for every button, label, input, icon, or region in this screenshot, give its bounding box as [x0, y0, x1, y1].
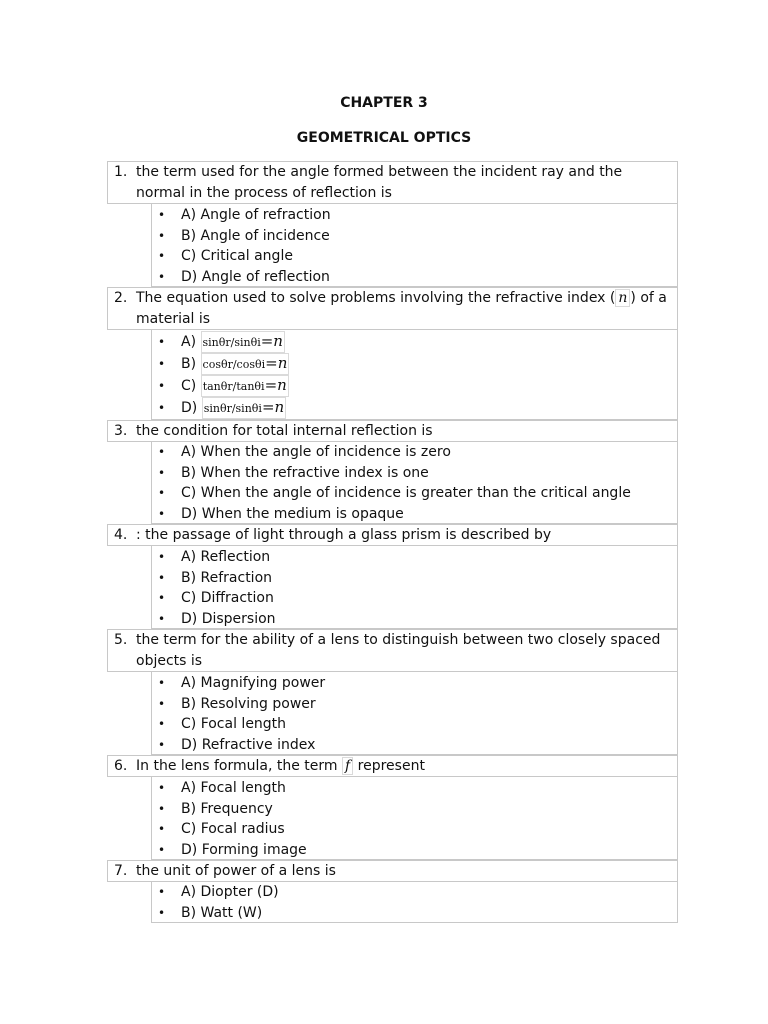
options-2 — [151, 330, 678, 420]
options-3 — [151, 442, 678, 524]
equation: sinθr/sinθi=n — [202, 397, 286, 419]
question-5 — [107, 629, 678, 672]
option-b: • B) Resolving power — [152, 694, 677, 715]
bullet-icon: • — [158, 570, 166, 585]
option-d: • D) Forming image — [152, 840, 677, 861]
question-4 — [107, 524, 678, 546]
option-b: • B) Frequency — [152, 799, 677, 820]
options-1 — [151, 204, 678, 287]
equation: cosθr/cosθi=n — [201, 353, 290, 375]
bullet-icon: • — [158, 506, 166, 521]
bullet-icon: • — [158, 208, 166, 222]
question-text: The equation used to solve problems involving the refractive index ( n ) of a material is — [136, 290, 667, 327]
bullet-icon: • — [158, 717, 166, 731]
question-number: 6. — [114, 758, 128, 774]
question-number: 5. — [114, 632, 128, 648]
option-c: • C) Diffraction — [152, 588, 677, 609]
bullet-icon: • — [158, 611, 166, 626]
options-7 — [151, 882, 678, 923]
question-text: : the passage of light through a glass prism is described by — [136, 527, 552, 543]
question-3 — [107, 420, 678, 442]
options-5 — [151, 672, 678, 755]
bullet-icon: • — [158, 249, 166, 263]
option-b: • B) Refraction — [152, 568, 677, 589]
bullet-icon: • — [158, 401, 166, 415]
bullet-icon: • — [158, 379, 166, 393]
option-b: • B) When the refractive index is one — [152, 463, 677, 484]
bullet-icon: • — [158, 335, 166, 349]
chapter-title: CHAPTER 3 — [340, 95, 428, 111]
bullet-icon: • — [158, 269, 166, 284]
bullet-icon: • — [158, 486, 166, 500]
bullet-icon: • — [158, 801, 166, 816]
question-7 — [107, 860, 678, 882]
bullet-icon: • — [158, 591, 166, 605]
option-d: • D) Dispersion — [152, 609, 677, 630]
bullet-icon: • — [158, 465, 166, 480]
option-d: • D) sinθr/sinθi=n — [152, 397, 677, 419]
option-c: • C) tanθr/tanθi=n — [152, 375, 677, 397]
bullet-icon: • — [158, 550, 166, 564]
option-b: • B) cosθr/cosθi=n — [152, 353, 677, 375]
bullet-icon: • — [158, 737, 166, 752]
option-a: • A) Diopter (D) — [152, 882, 677, 903]
option-b: • B) Angle of incidence — [152, 226, 677, 247]
bullet-icon: • — [158, 842, 166, 857]
option-d: • D) When the medium is opaque — [152, 504, 677, 525]
bullet-icon: • — [158, 445, 166, 459]
question-number: 3. — [114, 423, 128, 439]
question-text: the term for the ability of a lens to distinguish between two closely spaced objects is — [136, 632, 661, 669]
bullet-icon: • — [158, 357, 166, 371]
option-c: • C) Focal radius — [152, 819, 677, 840]
bullet-icon: • — [158, 696, 166, 711]
option-a: • A) When the angle of incidence is zero — [152, 442, 677, 463]
question-number: 2. — [114, 290, 128, 306]
question-text: the unit of power of a lens is — [136, 863, 336, 879]
question-number: 7. — [114, 863, 128, 879]
bullet-icon: • — [158, 885, 166, 899]
question-6 — [107, 755, 678, 777]
option-a: • A) Angle of refraction — [152, 205, 677, 226]
math-symbol: n — [615, 289, 630, 307]
equation: sinθr/sinθi=n — [201, 331, 285, 353]
bullet-icon: • — [158, 781, 166, 795]
option-c: • C) Focal length — [152, 714, 677, 735]
question-text: the term used for the angle formed between the incident ray and the normal in the process of reflection is — [136, 164, 623, 201]
bullet-icon: • — [158, 905, 166, 920]
option-a: • A) sinθr/sinθi=n — [152, 331, 677, 353]
question-2 — [107, 287, 678, 330]
option-c: • C) When the angle of incidence is greater than the critical angle — [152, 483, 677, 504]
option-a: • A) Reflection — [152, 547, 677, 568]
option-d: • D) Refractive index — [152, 735, 677, 756]
option-c: • C) Critical angle — [152, 246, 677, 267]
question-text: In the lens formula, the term f represent — [136, 758, 425, 774]
options-6 — [151, 777, 678, 860]
option-b: • B) Watt (W) — [152, 903, 677, 924]
section-title: GEOMETRICAL OPTICS — [296, 130, 472, 146]
equation: tanθr/tanθi=n — [201, 375, 289, 397]
bullet-icon: • — [158, 228, 166, 243]
question-number: 4. — [114, 527, 128, 543]
option-d: • D) Angle of reflection — [152, 267, 677, 288]
bullet-icon: • — [158, 676, 166, 690]
options-4 — [151, 546, 678, 629]
bullet-icon: • — [158, 822, 166, 836]
option-a: • A) Focal length — [152, 778, 677, 799]
question-text: the condition for total internal reflection is — [136, 423, 433, 439]
question-number: 1. — [114, 164, 128, 180]
math-symbol: f — [342, 757, 353, 775]
question-1 — [107, 161, 678, 204]
option-a: • A) Magnifying power — [152, 673, 677, 694]
